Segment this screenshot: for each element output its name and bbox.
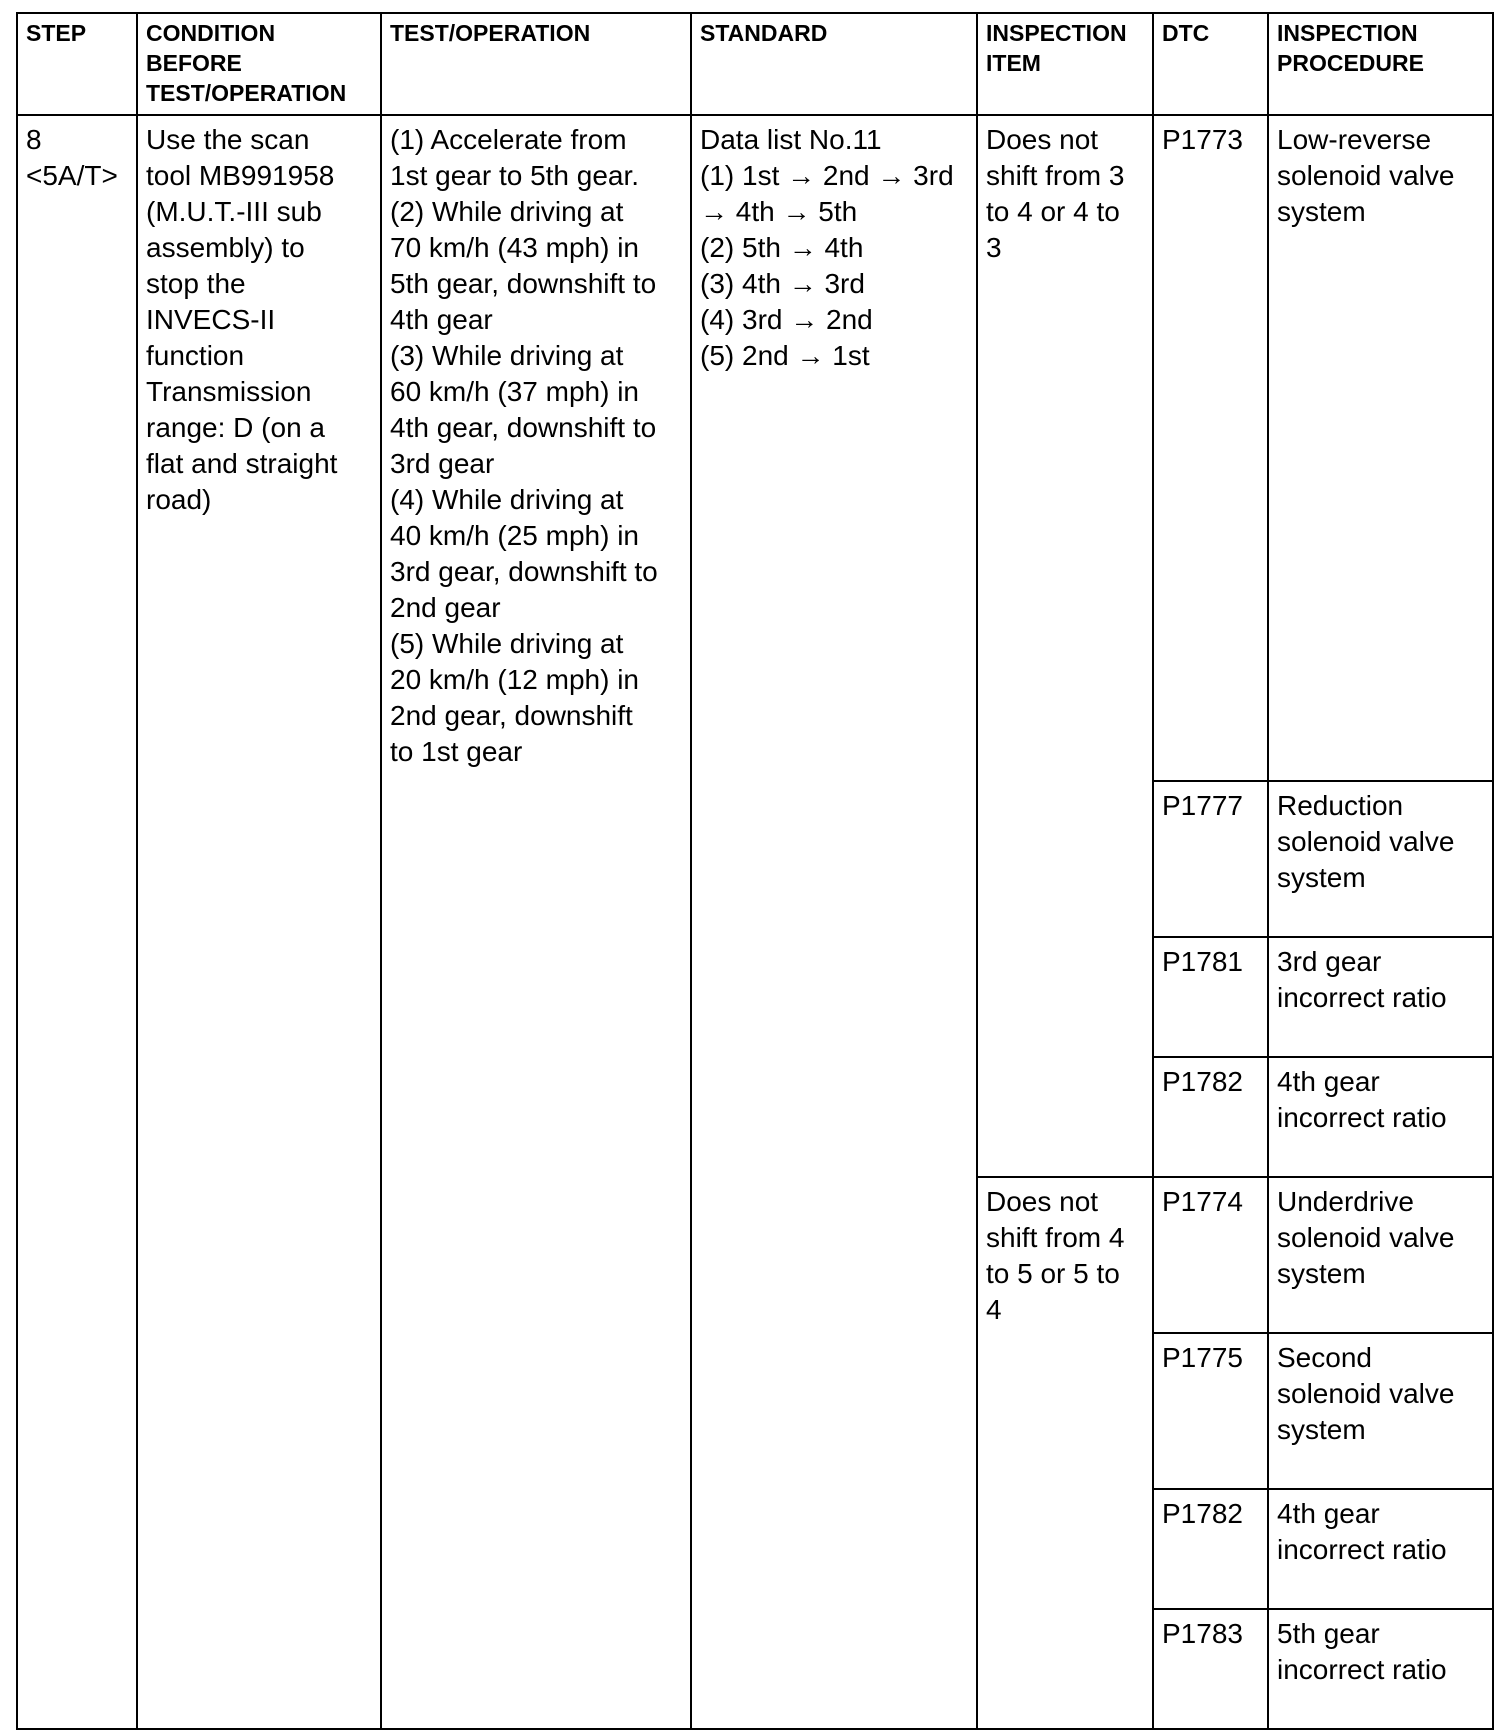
table-row: [17, 115, 1493, 781]
dtc-cell: P1775: [1153, 1333, 1268, 1489]
header-step: STEP: [17, 13, 137, 115]
header-dtc: DTC: [1153, 13, 1268, 115]
test-operation-cell: (1) Accelerate from 1st gear to 5th gear. (2) While driving at 70 km/h (43 mph) in 5th gear, downshift to 4th gear (3) While driving at 60 km/h (37 mph) in 4th gear, downshift to 3rd gear (4) While driving at 40 km/h (25 mph) in 3rd gear, downshift to 2nd gear (5) While driving at 20 km/h (12 mph) in 2nd gear, downshift to 1st gear: [381, 115, 691, 1729]
condition-cell: Use the scan tool MB991958 (M.U.T.-III sub assembly) to stop the INVECS-II function Transmission range: D (on a flat and straight road): [137, 115, 381, 1729]
dtc-cell: P1782: [1153, 1057, 1268, 1177]
header-condition: CONDITION BEFORE TEST/OPERATION: [137, 13, 381, 115]
dtc-cell: P1773: [1153, 115, 1268, 781]
inspection-table: [16, 12, 1494, 1730]
header-row: [17, 13, 1493, 115]
inspection-item-cell: Does not shift from 4 to 5 or 5 to 4: [977, 1177, 1153, 1729]
dtc-cell: P1774: [1153, 1177, 1268, 1333]
header-inspection-procedure: INSPECTION PROCEDURE: [1268, 13, 1493, 115]
procedure-cell: Low-reverse solenoid valve system: [1268, 115, 1493, 781]
inspection-item-cell: Does not shift from 3 to 4 or 4 to 3: [977, 115, 1153, 1177]
procedure-cell: 5th gear incorrect ratio: [1268, 1609, 1493, 1729]
procedure-cell: 4th gear incorrect ratio: [1268, 1057, 1493, 1177]
dtc-cell: P1781: [1153, 937, 1268, 1057]
dtc-cell: P1782: [1153, 1489, 1268, 1609]
standard-cell: Data list No.11 (1) 1st → 2nd → 3rd → 4th → 5th (2) 5th → 4th (3) 4th → 3rd (4) 3rd → 2nd (5) 2nd → 1st: [691, 115, 977, 1729]
procedure-cell: 3rd gear incorrect ratio: [1268, 937, 1493, 1057]
procedure-cell: Second solenoid valve system: [1268, 1333, 1493, 1489]
header-test-operation: TEST/OPERATION: [381, 13, 691, 115]
dtc-cell: P1783: [1153, 1609, 1268, 1729]
procedure-cell: Reduction solenoid valve system: [1268, 781, 1493, 937]
procedure-cell: 4th gear incorrect ratio: [1268, 1489, 1493, 1609]
step-cell: 8 <5A/T>: [17, 115, 137, 1729]
header-inspection-item: INSPECTION ITEM: [977, 13, 1153, 115]
header-standard: STANDARD: [691, 13, 977, 115]
dtc-cell: P1777: [1153, 781, 1268, 937]
procedure-cell: Underdrive solenoid valve system: [1268, 1177, 1493, 1333]
